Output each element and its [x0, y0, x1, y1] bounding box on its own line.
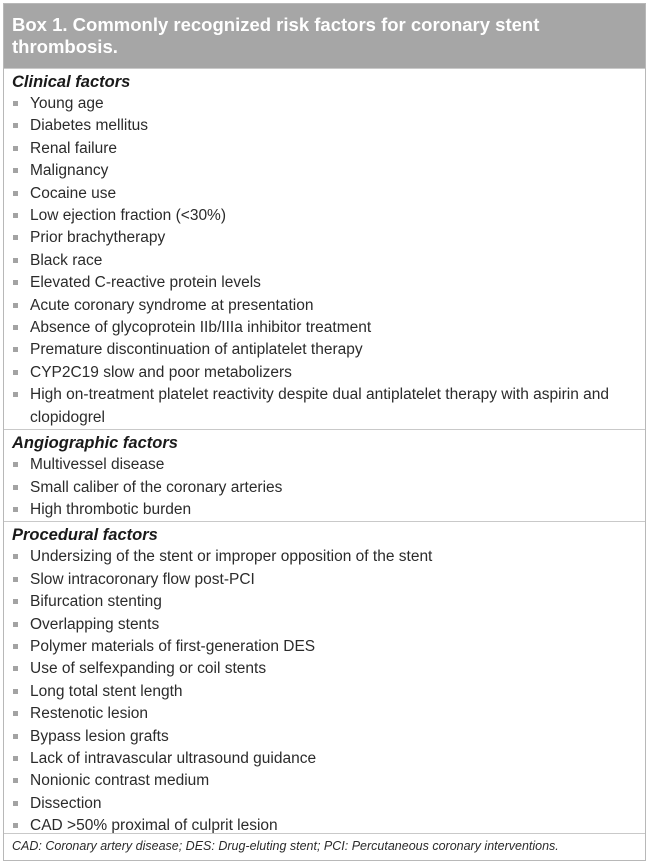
- factor-list: [12, 454, 637, 521]
- list-item-text: CAD >50% proximal of culprit lesion: [30, 817, 278, 835]
- list-item: [12, 295, 637, 317]
- box-title: Box 1. Commonly recognized risk factors for coronary stent thrombosis.: [4, 4, 645, 68]
- list-item-text: Overlapping stents: [30, 615, 160, 633]
- list-item-text: Malignancy: [30, 162, 109, 180]
- list-item: [12, 362, 637, 384]
- bullet-icon: [13, 325, 18, 330]
- list-item-text: Acute coronary syndrome at presentation: [30, 296, 314, 314]
- list-item: [12, 748, 637, 770]
- procedural-factors-section: [4, 521, 645, 837]
- list-item: [12, 569, 637, 591]
- list-item-text: Black race: [30, 251, 103, 269]
- clinical-factors-section: [4, 68, 645, 429]
- list-item: [12, 205, 637, 227]
- bullet-icon: [13, 756, 18, 761]
- list-item: [12, 499, 637, 521]
- bullet-icon: [13, 392, 18, 397]
- list-item: [12, 183, 637, 205]
- list-item: [12, 770, 637, 792]
- bullet-icon: [13, 485, 18, 490]
- footnote: CAD: Coronary artery disease; DES: Drug-eluting stent; PCI: Percutaneous coronary interventions.: [4, 833, 645, 860]
- bullet-icon: [13, 801, 18, 806]
- bullet-icon: [13, 734, 18, 739]
- list-item: [12, 115, 637, 137]
- list-item: [12, 93, 637, 115]
- list-item-text: Dissection: [30, 794, 102, 812]
- bullet-icon: [13, 235, 18, 240]
- list-item-text: Elevated C-reactive protein levels: [30, 274, 261, 292]
- bullet-icon: [13, 123, 18, 128]
- bullet-icon: [13, 168, 18, 173]
- bullet-icon: [13, 462, 18, 467]
- list-item-text: Lack of intravascular ultrasound guidance: [30, 749, 317, 767]
- list-item-text: Nonionic contrast medium: [30, 772, 210, 790]
- list-item-text: Polymer materials of first-generation DES: [30, 637, 316, 655]
- list-item: [12, 636, 637, 658]
- list-item-text: Slow intracoronary flow post-PCI: [30, 570, 255, 588]
- section-title: Procedural factors: [12, 526, 158, 545]
- list-item-text: Bypass lesion grafts: [30, 727, 169, 745]
- section-title: Angiographic factors: [12, 434, 178, 453]
- list-item: [12, 477, 637, 499]
- list-item-text: Premature discontinuation of antiplatelet therapy: [30, 341, 363, 359]
- list-item: [12, 681, 637, 703]
- list-item-text: High thrombotic burden: [30, 500, 192, 518]
- list-item-text: Prior brachytherapy: [30, 229, 166, 247]
- sections-container: [4, 68, 645, 838]
- bullet-icon: [13, 644, 18, 649]
- list-item: [12, 272, 637, 294]
- list-item: [12, 658, 637, 680]
- bullet-icon: [13, 823, 18, 828]
- list-item-text: High on-treatment platelet reactivity despite dual antiplatelet therapy with aspirin and clopidogrel: [30, 386, 609, 426]
- bullet-icon: [13, 303, 18, 308]
- list-item: [12, 591, 637, 613]
- list-item: [12, 160, 637, 182]
- list-item: [12, 454, 637, 476]
- list-item-text: CYP2C19 slow and poor metabolizers: [30, 363, 292, 381]
- bullet-icon: [13, 347, 18, 352]
- bullet-icon: [13, 258, 18, 263]
- factor-list: [12, 93, 637, 429]
- bullet-icon: [13, 146, 18, 151]
- bullet-icon: [13, 711, 18, 716]
- list-item-text: Low ejection fraction (<30%): [30, 207, 227, 225]
- list-item: [12, 546, 637, 568]
- bullet-icon: [13, 622, 18, 627]
- bullet-icon: [13, 191, 18, 196]
- section-title: Clinical factors: [12, 73, 131, 91]
- list-item: [12, 703, 637, 725]
- bullet-icon: [13, 689, 18, 694]
- factor-list: [12, 546, 637, 837]
- bullet-icon: [13, 280, 18, 285]
- bullet-icon: [13, 554, 18, 559]
- bullet-icon: [13, 101, 18, 106]
- bullet-icon: [13, 370, 18, 375]
- bullet-icon: [13, 213, 18, 218]
- bullet-icon: [13, 507, 18, 512]
- list-item-text: Absence of glycoprotein IIb/IIIa inhibitor treatment: [30, 319, 372, 337]
- list-item-text: Renal failure: [30, 139, 118, 157]
- list-item-text: Undersizing of the stent or improper opposition of the stent: [30, 548, 433, 566]
- list-item-text: Diabetes mellitus: [30, 117, 149, 135]
- list-item: [12, 793, 637, 815]
- list-item-text: Restenotic lesion: [30, 705, 149, 723]
- bullet-icon: [13, 599, 18, 604]
- risk-factor-box: [3, 3, 646, 861]
- list-item: [12, 339, 637, 361]
- list-item-text: Bifurcation stenting: [30, 593, 162, 611]
- list-item-text: Use of selfexpanding or coil stents: [30, 660, 267, 678]
- bullet-icon: [13, 577, 18, 582]
- list-item-text: Multivessel disease: [30, 456, 165, 474]
- bullet-icon: [13, 778, 18, 783]
- list-item-text: Cocaine use: [30, 184, 117, 202]
- list-item-text: Young age: [30, 95, 104, 112]
- list-item-text: Long total stent length: [30, 682, 183, 700]
- bullet-icon: [13, 666, 18, 671]
- list-item: [12, 138, 637, 160]
- list-item: [12, 726, 637, 748]
- angiographic-factors-section: [4, 429, 645, 521]
- list-item: [12, 614, 637, 636]
- list-item: [12, 317, 637, 339]
- list-item: [12, 384, 637, 429]
- list-item: [12, 250, 637, 272]
- list-item-text: Small caliber of the coronary arteries: [30, 478, 283, 496]
- list-item: [12, 227, 637, 249]
